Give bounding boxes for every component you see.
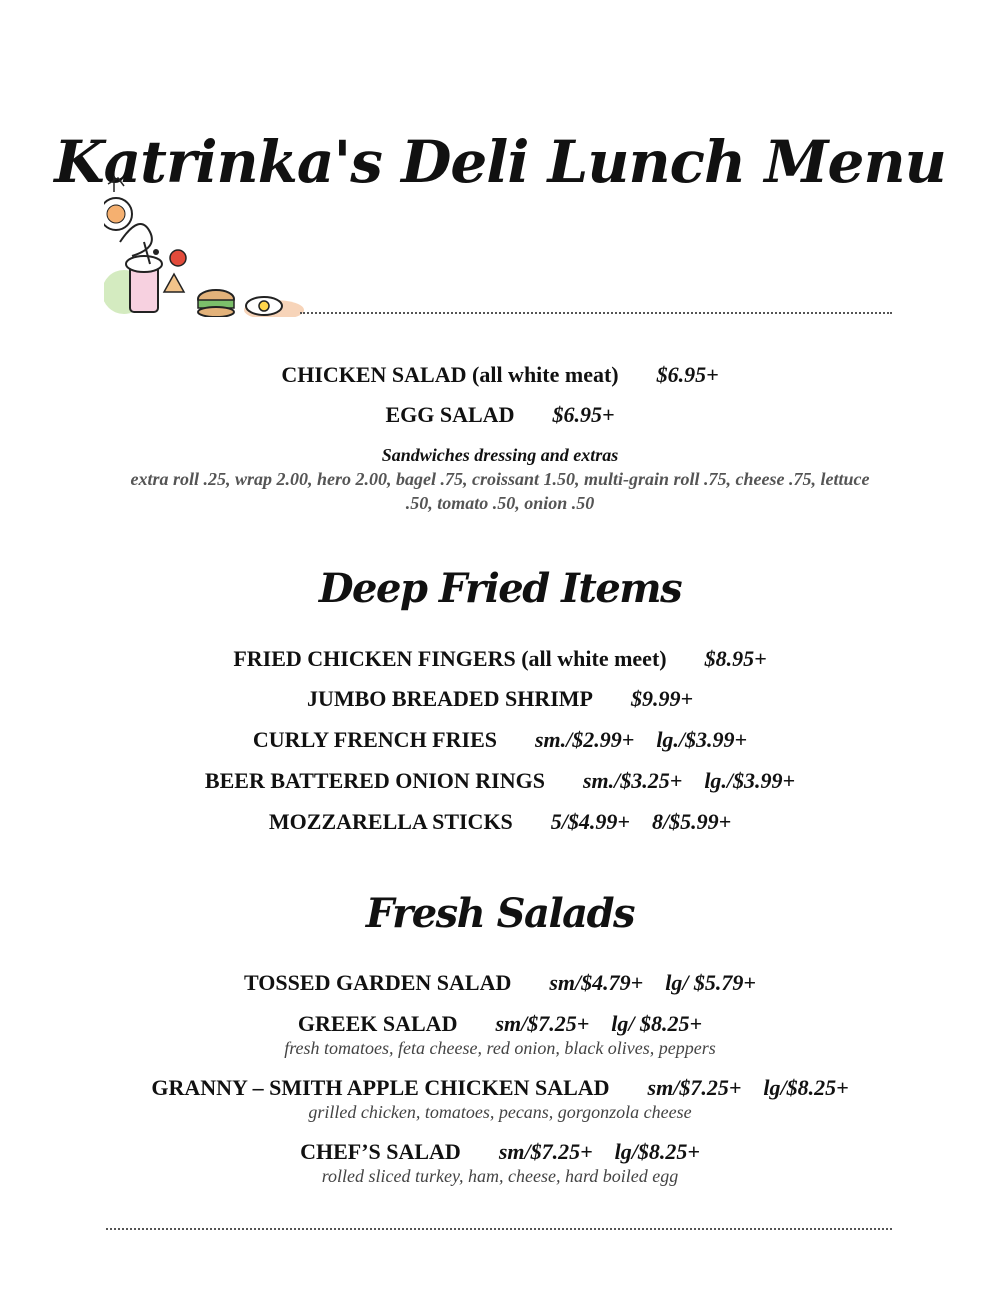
item-price: sm./$3.25+ <box>582 768 683 793</box>
menu-item-row <box>0 809 1000 835</box>
menu-item-row <box>0 646 1000 672</box>
section-heading-deep-fried: Deep Fried Items <box>318 565 682 612</box>
menu-item-row <box>0 362 1000 388</box>
item-price: $9.99+ <box>630 686 694 711</box>
item-name: JUMBO BREADED SHRIMP <box>306 686 593 711</box>
item-name: TOSSED GARDEN SALAD <box>244 970 512 995</box>
menu-item-row <box>0 686 1000 712</box>
item-price: $6.95+ <box>552 402 615 427</box>
item-price: lg/ $5.79+ <box>665 970 756 995</box>
menu-item-row <box>0 727 1000 753</box>
item-name: MOZZARELLA STICKS <box>268 809 513 834</box>
item-name: GRANNY – SMITH APPLE CHICKEN SALAD <box>151 1075 610 1100</box>
menu-item-row <box>0 970 1000 996</box>
item-price: sm/$4.79+ <box>549 970 644 995</box>
menu-item-row <box>0 1139 1000 1165</box>
item-price: sm./$2.99+ <box>534 727 635 752</box>
item-price: lg./$3.99+ <box>704 768 796 793</box>
extras-title: Sandwiches dressing and extras <box>381 445 619 465</box>
item-price: $6.95+ <box>656 362 719 387</box>
item-price: $8.95+ <box>704 646 767 671</box>
menu-item-row <box>0 1011 1000 1037</box>
extras-list: extra roll .25, wrap 2.00, hero 2.00, bagel .75, croissant 1.50, multi-grain roll .75, cheese .75, lettuce .50, tomato .50, onion .50 <box>130 469 870 513</box>
item-name: CHEF’S SALAD <box>300 1139 461 1164</box>
food-illustration-icon <box>104 172 304 317</box>
item-price: lg./$3.99+ <box>656 727 748 752</box>
item-name: FRIED CHICKEN FINGERS (all white meet) <box>233 646 667 671</box>
item-price: lg/$8.25+ <box>763 1075 849 1100</box>
item-price: sm/$7.25+ <box>498 1139 593 1164</box>
menu-item-row <box>0 768 1000 794</box>
item-price: lg/$8.25+ <box>614 1139 700 1164</box>
item-description: grilled chicken, tomatoes, pecans, gorgonzola cheese <box>308 1102 692 1122</box>
item-description: fresh tomatoes, feta cheese, red onion, black olives, peppers <box>284 1038 716 1058</box>
item-name: CURLY FRENCH FRIES <box>252 727 497 752</box>
item-description: rolled sliced turkey, ham, cheese, hard boiled egg <box>321 1166 679 1186</box>
section-heading-fresh-salads: Fresh Salads <box>365 890 635 937</box>
menu-item-row <box>0 402 1000 428</box>
top-divider <box>300 312 892 314</box>
item-price: 8/$5.99+ <box>651 809 732 834</box>
item-price: 5/$4.99+ <box>550 809 630 834</box>
item-name: BEER BATTERED ONION RINGS <box>204 768 545 793</box>
item-name: GREEK SALAD <box>297 1011 458 1036</box>
item-price: sm/$7.25+ <box>495 1011 590 1036</box>
menu-item-row <box>0 1075 1000 1101</box>
item-price: lg/ $8.25+ <box>611 1011 703 1036</box>
bottom-divider <box>106 1228 892 1230</box>
menu-title: Katrinka's Deli Lunch Menu <box>54 128 946 196</box>
item-name: CHICKEN SALAD (all white meat) <box>281 362 619 387</box>
item-name: EGG SALAD <box>385 402 515 427</box>
item-price: sm/$7.25+ <box>647 1075 742 1100</box>
